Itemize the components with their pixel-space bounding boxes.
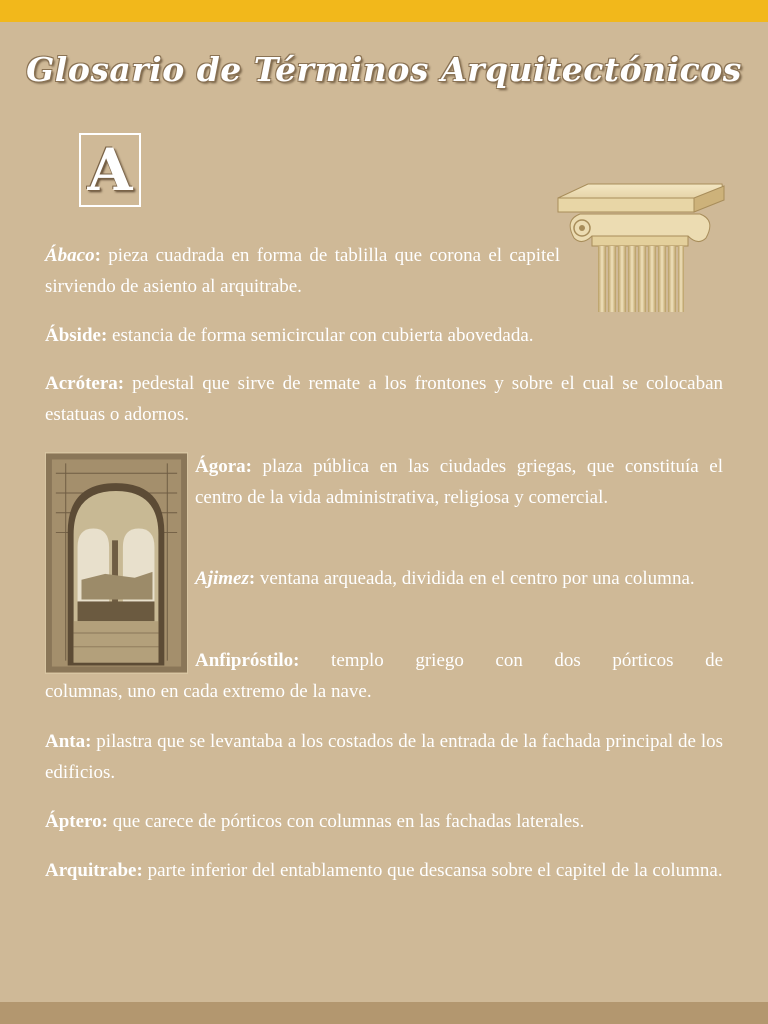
definition-abaco: pieza cuadrada en forma de tablilla que corona el capitel sirviendo de asiento al arquitrabe.: [45, 245, 560, 297]
term-agora: Ágora:: [195, 456, 252, 477]
term-arquitrabe: Arquitrabe:: [45, 860, 143, 881]
entry-abside: [45, 320, 723, 351]
entry-arquitrabe: [45, 855, 723, 886]
definition-abside: estancia de forma semicircular con cubierta abovedada.: [107, 325, 534, 346]
term-abaco-colon: :: [94, 245, 101, 266]
term-abside: Ábside:: [45, 325, 108, 346]
top-bar: [0, 0, 768, 22]
definition-agora: plaza pública en las ciudades griegas, que constituía el centro de la vida administrativa, religiosa y comercial.: [195, 456, 723, 508]
page-title: Glosario de Términos Arquitectónicos: [26, 50, 742, 89]
entry-anfiprostilo-continued: [45, 676, 723, 707]
entry-abaco: [45, 240, 560, 302]
term-aptero: Áptero:: [45, 811, 108, 832]
term-abaco: Ábaco: [45, 245, 95, 266]
term-acrotera: Acrótera:: [45, 373, 125, 394]
entry-ajimez: [195, 563, 723, 594]
drop-cap: A: [79, 133, 141, 207]
definition-anfiprostilo-first: templo griego con dos pórticos de: [299, 650, 723, 671]
definition-ajimez: ventana arqueada, dividida en el centro por una columna.: [255, 568, 695, 589]
term-anfiprostilo: Anfipróstilo:: [195, 650, 300, 671]
definition-aptero: que carece de pórticos con columnas en las fachadas laterales.: [107, 811, 585, 832]
entry-anta: [45, 726, 723, 788]
entry-agora: [195, 451, 723, 513]
bottom-bar: [0, 1002, 768, 1024]
definition-anta: pilastra que se levantaba a los costados de la entrada de la fachada principal de los edificios.: [45, 731, 723, 783]
entry-aptero: [45, 806, 723, 837]
entry-anfiprostilo: [195, 645, 723, 676]
definition-anfiprostilo-rest: columnas, uno en cada extremo de la nave.: [45, 681, 372, 702]
entry-acrotera: [45, 368, 723, 430]
definition-arquitrabe: parte inferior del entablamento que descansa sobre el capitel de la columna.: [142, 860, 723, 881]
term-ajimez-colon: :: [248, 568, 256, 589]
term-ajimez: Ajimez: [195, 568, 249, 589]
ajimez-arch-photo: [45, 452, 188, 674]
ionic-capital-illustration: [552, 180, 728, 314]
definition-acrotera: pedestal que sirve de remate a los frontones y sobre el cual se colocaban estatuas o adornos.: [45, 373, 723, 425]
term-anta: Anta:: [45, 731, 92, 752]
